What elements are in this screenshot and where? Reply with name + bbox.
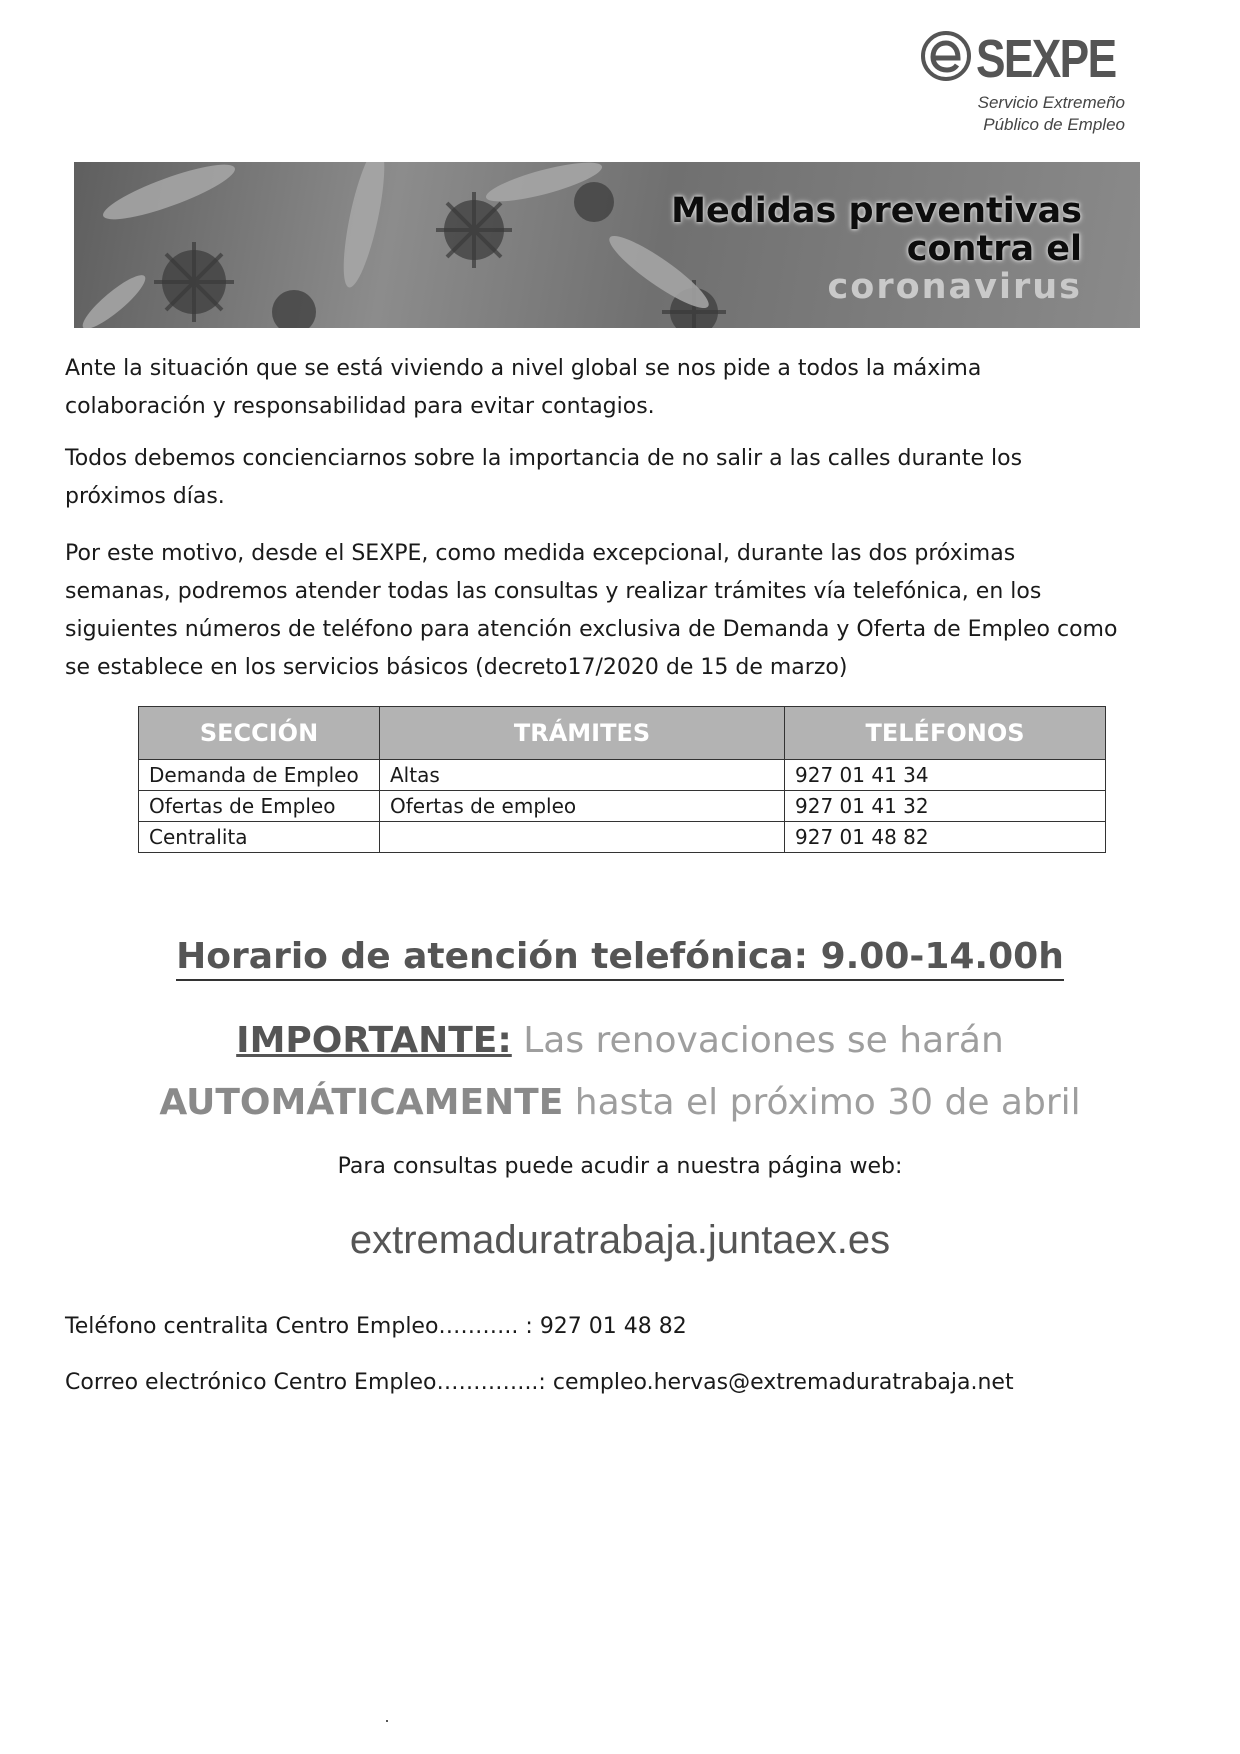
email-contact [65, 1370, 1014, 1395]
cell-tramites: Altas [380, 760, 785, 791]
sexpe-logo [920, 26, 1135, 136]
intro-paragraph-3: Por este motivo, desde el SEXPE, como medida excepcional, durante las dos próximas semanas, podremos atender todas las consultas y realizar trámites vía telefónica, en los siguientes números de teléfono para atención exclusiva de Demanda y Oferta de Empleo como se establece en los servicios básicos (decreto17/2020 de 15 de marzo) [65, 541, 1118, 680]
banner-title-line1: Medidas preventivas [671, 191, 1082, 231]
phone-table [138, 706, 1106, 853]
cell-telefono: 927 01 48 82 [785, 822, 1106, 853]
logo-name: SEXPE [976, 29, 1116, 89]
logo-subtitle-line2: Público de Empleo [983, 115, 1125, 134]
banner-title-line3: coronavirus [827, 267, 1082, 307]
email-value[interactable]: cempleo.hervas@extremaduratrabaja.net [552, 1370, 1014, 1395]
cell-seccion: Ofertas de Empleo [139, 791, 380, 822]
importante-label: IMPORTANTE: [236, 1020, 512, 1061]
phone-contact [65, 1314, 687, 1339]
importante-text2: hasta el próximo 30 de abril [574, 1082, 1081, 1123]
table-header-row [139, 707, 1106, 760]
intro-paragraph-2: Todos debemos concienciarnos sobre la importancia de no salir a las calles durante los próximos días. [65, 446, 1023, 509]
importante-line1 [0, 1020, 1240, 1061]
phone-value: 927 01 48 82 [539, 1314, 687, 1339]
cell-seccion: Centralita [139, 822, 380, 853]
table-row [139, 760, 1106, 791]
cell-telefono: 927 01 41 32 [785, 791, 1106, 822]
table-row [139, 822, 1106, 853]
header-telefonos: TELÉFONOS [785, 707, 1106, 760]
cell-tramites [380, 822, 785, 853]
importante-line2 [0, 1082, 1240, 1123]
coronavirus-banner [74, 162, 1140, 328]
email-label: Correo electrónico Centro Empleo…………..: [65, 1370, 546, 1395]
banner-title-line2: contra el [906, 229, 1082, 269]
consultas-text: Para consultas puede acudir a nuestra página web: [337, 1154, 903, 1179]
table-row [139, 791, 1106, 822]
importante-text1: Las renovaciones se harán [523, 1020, 1004, 1061]
intro-paragraph-1: Ante la situación que se está viviendo a nivel global se nos pide a todos la máxima colaboración y responsabilidad para evitar contagios. [65, 356, 982, 419]
cell-seccion: Demanda de Empleo [139, 760, 380, 791]
banner-title [671, 192, 1082, 306]
horario-heading [0, 936, 1240, 977]
phone-label: Teléfono centralita Centro Empleo……….. : [65, 1314, 533, 1339]
logo-subtitle-line1: Servicio Extremeño [977, 93, 1125, 112]
horario-text: Horario de atención telefónica: 9.00-14.00h [176, 936, 1064, 981]
scan-speck [386, 1720, 388, 1722]
header-tramites: TRÁMITES [380, 707, 785, 760]
logo-subtitle [978, 92, 1125, 136]
sexpe-e-icon [920, 30, 972, 82]
importante-caps: AUTOMÁTICAMENTE [159, 1082, 564, 1123]
cell-telefono: 927 01 41 34 [785, 760, 1106, 791]
header-seccion: SECCIÓN [139, 707, 380, 760]
website-link[interactable]: extremaduratrabaja.juntaex.es [349, 1218, 891, 1262]
cell-tramites: Ofertas de empleo [380, 791, 785, 822]
